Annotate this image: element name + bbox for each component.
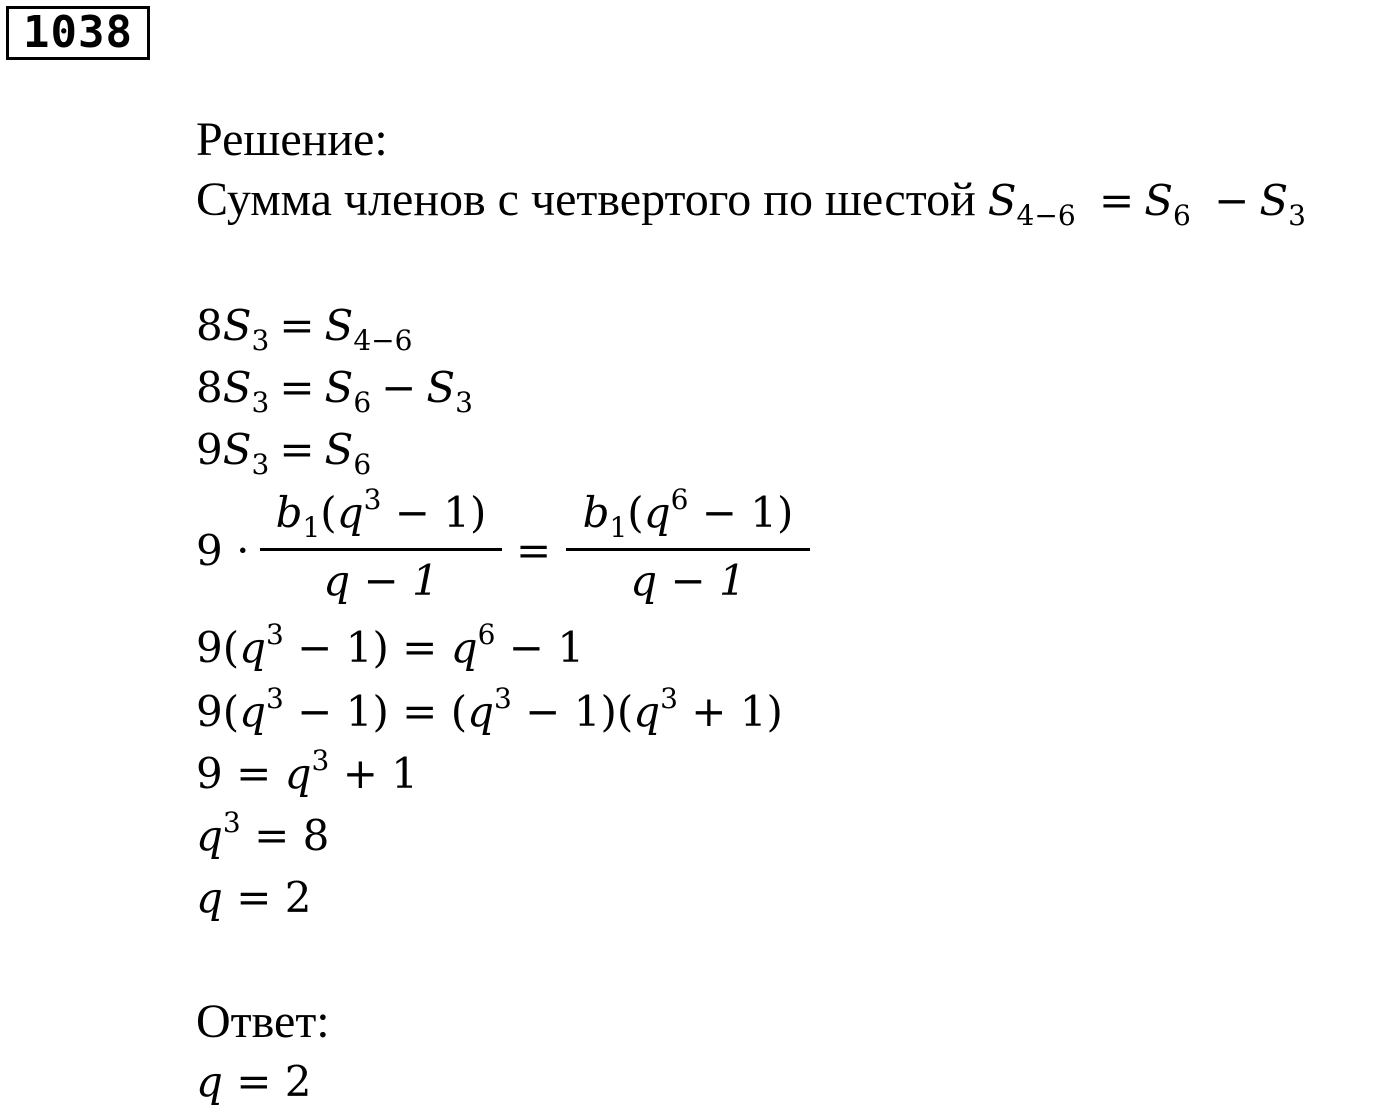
step-4-eq: = xyxy=(516,526,552,575)
fr-num-b: b xyxy=(582,488,610,537)
fl-num-b: b xyxy=(275,488,303,537)
step-2-var: S xyxy=(222,363,252,412)
step-3-eq: = xyxy=(279,425,315,474)
step-5-exp: 3 xyxy=(266,618,284,651)
answer-q: q xyxy=(196,1057,223,1106)
answer-b: = 2 xyxy=(222,1057,312,1106)
step-5-b: − 1) = xyxy=(283,623,451,672)
answer-label: Ответ: xyxy=(196,995,330,1048)
step-9-q: q xyxy=(196,873,223,922)
fraction-left-denominator: q − 1 xyxy=(323,556,439,605)
step-5-a: 9( xyxy=(196,623,240,672)
intro-b-var: S xyxy=(1259,176,1289,225)
step-8-q: q xyxy=(196,811,223,860)
step-7-exp: 3 xyxy=(311,744,330,777)
step-6-q3: q xyxy=(633,687,661,736)
intro-b-sub: 3 xyxy=(1288,199,1306,232)
step-3-rhs-var: S xyxy=(324,425,354,474)
fr-num-exp: 6 xyxy=(670,483,689,516)
intro-text: Сумма членов с четвертого по шестой xyxy=(196,173,976,226)
step-8-b: = 8 xyxy=(240,811,330,860)
fr-num-bsub: 1 xyxy=(609,511,628,544)
step-2-r1-var: S xyxy=(324,363,354,412)
step-7-q: q xyxy=(284,749,312,798)
step-3 xyxy=(196,422,372,481)
intro-eq: = xyxy=(1099,176,1135,225)
fraction-right-denominator: q − 1 xyxy=(630,556,746,605)
fl-num-open: ( xyxy=(320,488,337,537)
intro-line xyxy=(196,172,1306,232)
step-1-rhs-sub: 4−6 xyxy=(353,324,413,357)
step-6-q2: q xyxy=(467,687,494,736)
step-3-coef: 9 xyxy=(196,425,223,474)
step-8-exp: 3 xyxy=(222,806,241,839)
step-6-b: − 1) = ( xyxy=(283,687,468,736)
step-6-exp3: 3 xyxy=(660,682,678,715)
step-1-coef: 8 xyxy=(196,301,223,350)
problem-number: 1038 xyxy=(6,6,150,60)
step-2-sub: 3 xyxy=(251,386,270,419)
fraction-left-numerator xyxy=(260,483,502,544)
step-2-r2-var: S xyxy=(426,363,456,412)
fraction-right xyxy=(566,483,810,618)
step-1-var: S xyxy=(222,301,252,350)
step-2-coef: 8 xyxy=(196,363,223,412)
step-6 xyxy=(196,684,783,740)
step-1-sub: 3 xyxy=(251,324,270,357)
step-9-b: = 2 xyxy=(222,873,312,922)
fr-num-open: ( xyxy=(627,488,644,537)
answer-value xyxy=(196,1054,312,1110)
step-2 xyxy=(196,360,473,419)
step-5-q: q xyxy=(239,623,266,672)
step-2-r1-sub: 6 xyxy=(353,386,372,419)
intro-minus: − xyxy=(1214,176,1250,225)
intro-a-sub: 6 xyxy=(1172,199,1191,232)
intro-a-var: S xyxy=(1144,176,1173,225)
step-1-rhs-var: S xyxy=(324,301,354,350)
step-3-rhs-sub: 6 xyxy=(353,448,372,481)
step-5-c: − 1 xyxy=(495,623,585,672)
step-1-eq: = xyxy=(279,301,315,350)
step-8 xyxy=(196,808,329,864)
intro-formula xyxy=(987,176,1306,232)
fl-num-rest: − 1) xyxy=(381,488,487,537)
fl-num-q: q xyxy=(336,488,364,537)
step-3-var: S xyxy=(222,425,252,474)
intro-lhs-sub: 4−6 xyxy=(1016,199,1076,232)
step-7 xyxy=(196,746,418,802)
fraction-right-bar xyxy=(566,548,810,551)
step-6-q: q xyxy=(239,687,266,736)
intro-lhs-var: S xyxy=(987,176,1017,225)
step-4-lead: 9 · xyxy=(196,526,250,575)
step-2-minus: − xyxy=(381,363,417,412)
fraction-left-bar xyxy=(260,548,502,551)
step-7-b: + 1 xyxy=(329,749,418,798)
fr-num-rest: − 1) xyxy=(688,488,794,537)
fraction-right-numerator xyxy=(566,483,810,544)
step-2-r2-sub: 3 xyxy=(455,386,473,419)
step-6-c: − 1)( xyxy=(511,687,634,736)
fr-num-q: q xyxy=(643,488,671,537)
fl-num-bsub: 1 xyxy=(302,511,321,544)
step-6-exp: 3 xyxy=(266,682,284,715)
step-1 xyxy=(196,298,413,357)
step-5-q2: q xyxy=(450,623,478,672)
step-3-sub: 3 xyxy=(251,448,270,481)
step-5 xyxy=(196,620,584,676)
step-7-a: 9 = xyxy=(196,749,285,798)
step-5-exp2: 6 xyxy=(477,618,496,651)
step-6-exp2: 3 xyxy=(494,682,512,715)
step-6-a: 9( xyxy=(196,687,240,736)
fraction-left xyxy=(260,483,502,618)
step-9 xyxy=(196,870,312,926)
step-6-d: + 1) xyxy=(677,687,783,736)
fl-num-exp: 3 xyxy=(363,483,382,516)
solution-label: Решение: xyxy=(196,113,388,166)
step-2-eq: = xyxy=(279,363,315,412)
